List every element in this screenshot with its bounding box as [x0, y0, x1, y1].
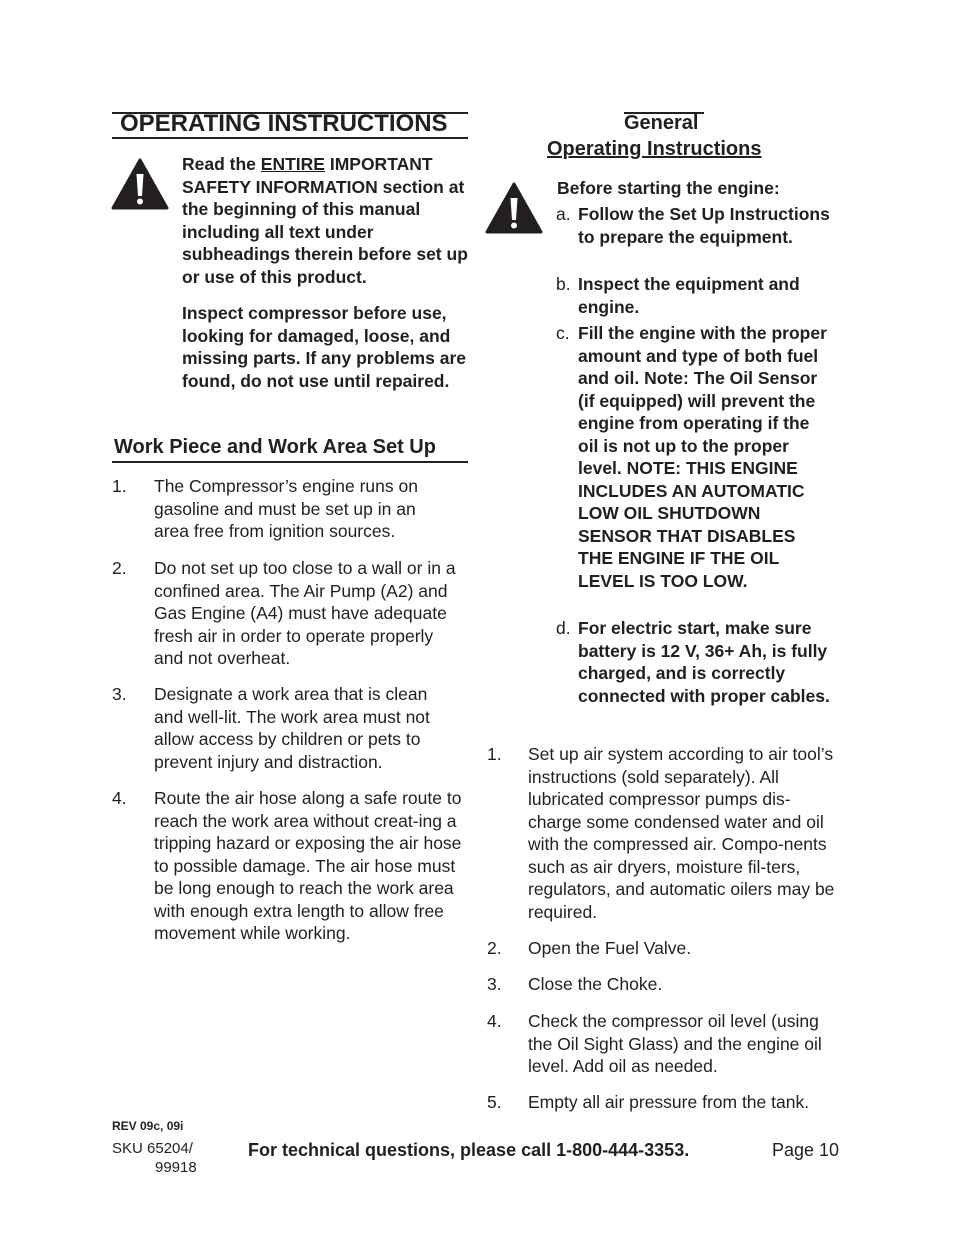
left-item-3: Designate a work area that is clean and well-lit. The work area must not allow access by children or pets to prevent injury and distraction. — [154, 684, 430, 772]
left-item-num-3: 3. — [112, 684, 127, 704]
warning-entire: ENTIRE — [260, 154, 325, 174]
warning-inspect: Inspect compressor before use, looking for damaged, loose, and missing parts. If any problems are found, do not use until repaired. — [182, 303, 466, 391]
sub-letter-d: d. — [556, 618, 571, 638]
right-item-num-4: 4. — [487, 1011, 502, 1031]
warning-text-post: IMPORTANT SAFETY INFORMATION section at the beginning of this manual including all text under subheadings therein before set up or use of this product. — [182, 154, 468, 287]
sub-item-a: Follow the Set Up Instructions to prepare the equipment. — [578, 204, 830, 247]
right-item-num-5: 5. — [487, 1092, 502, 1112]
sub-letter-c: c. — [556, 323, 570, 343]
title-rule-bottom — [112, 137, 468, 139]
warning-icon — [485, 182, 543, 234]
general-title-line1: General — [624, 112, 699, 134]
warning-icon — [111, 158, 169, 210]
sub-letter-a: a. — [556, 204, 571, 224]
left-item-num-2: 2. — [112, 558, 127, 578]
page-number: Page 10 — [772, 1140, 840, 1160]
right-item-4: Check the compressor oil level (using the Oil Sight Glass) and the engine oil level. Add oil as needed. — [528, 1011, 822, 1076]
left-item-num-1: 1. — [112, 476, 127, 496]
right-item-1: Set up air system according to air tool’s instructions (sold separately). All lubricated compressor pumps dis-charge some condensed water and oil with the compressed air. Compo-nents such as air dryers, moisture fil-ters, regulators, and automatic oilers may be required. — [528, 744, 835, 922]
right-item-num-2: 2. — [487, 938, 502, 958]
general-title-line2: Operating Instructions — [547, 138, 762, 160]
right-item-5: Empty all air pressure from the tank. — [528, 1092, 810, 1112]
subheading-work-area: Work Piece and Work Area Set Up — [114, 436, 436, 458]
sku-line2: 99918 — [155, 1159, 197, 1176]
warning-text-pre: Read the — [182, 154, 261, 174]
right-item-3: Close the Choke. — [528, 974, 663, 994]
left-item-4: Route the air hose along a safe route to reach the work area without creat-ing a tripping hazard or exposing the air hose to possible damage. The air hose must be long enough to reach the work area with enough extra length to allow free movement while working. — [154, 788, 462, 943]
subheading-rule — [112, 461, 468, 463]
right-item-num-3: 3. — [487, 974, 502, 994]
tech-support-phone: For technical questions, please call 1-800-444-3353. — [248, 1140, 690, 1160]
sub-letter-b: b. — [556, 274, 571, 294]
left-item-num-4: 4. — [112, 788, 127, 808]
before-starting-label: Before starting the engine: — [557, 178, 780, 198]
left-item-1: The Compressor’s engine runs on gasoline and must be set up in an area free from ignition sources. — [154, 476, 418, 541]
right-item-2: Open the Fuel Valve. — [528, 938, 692, 958]
sub-item-c: Fill the engine with the proper amount and type of both fuel and oil. Note: The Oil Sensor (if equipped) will prevent the engine from operating if the oil is not up to the proper level. NOTE: THIS ENGINE INCLUDES AN AUTOMATIC LOW OIL SHUTDOWN SENSOR THAT DISABLES THE ENGINE IF THE OIL LEVEL IS TOO LOW. — [578, 323, 827, 591]
left-item-2: Do not set up too close to a wall or in a confined area. The Air Pump (A2) and Gas Engine (A4) must have adequate fresh air in order to operate properly and not overheat. — [154, 558, 456, 668]
page-title: OPERATING INSTRUCTIONS — [120, 110, 448, 137]
sku-line1: SKU 65204/ — [112, 1140, 193, 1157]
revision-label: REV 09c, 09i — [112, 1119, 184, 1133]
right-item-num-1: 1. — [487, 744, 502, 764]
sub-item-d: For electric start, make sure battery is 12 V, 36+ Ah, is fully charged, and is correctly connected with proper cables. — [578, 618, 830, 706]
warning-read-entire — [182, 153, 470, 288]
sub-item-b: Inspect the equipment and engine. — [578, 274, 800, 317]
